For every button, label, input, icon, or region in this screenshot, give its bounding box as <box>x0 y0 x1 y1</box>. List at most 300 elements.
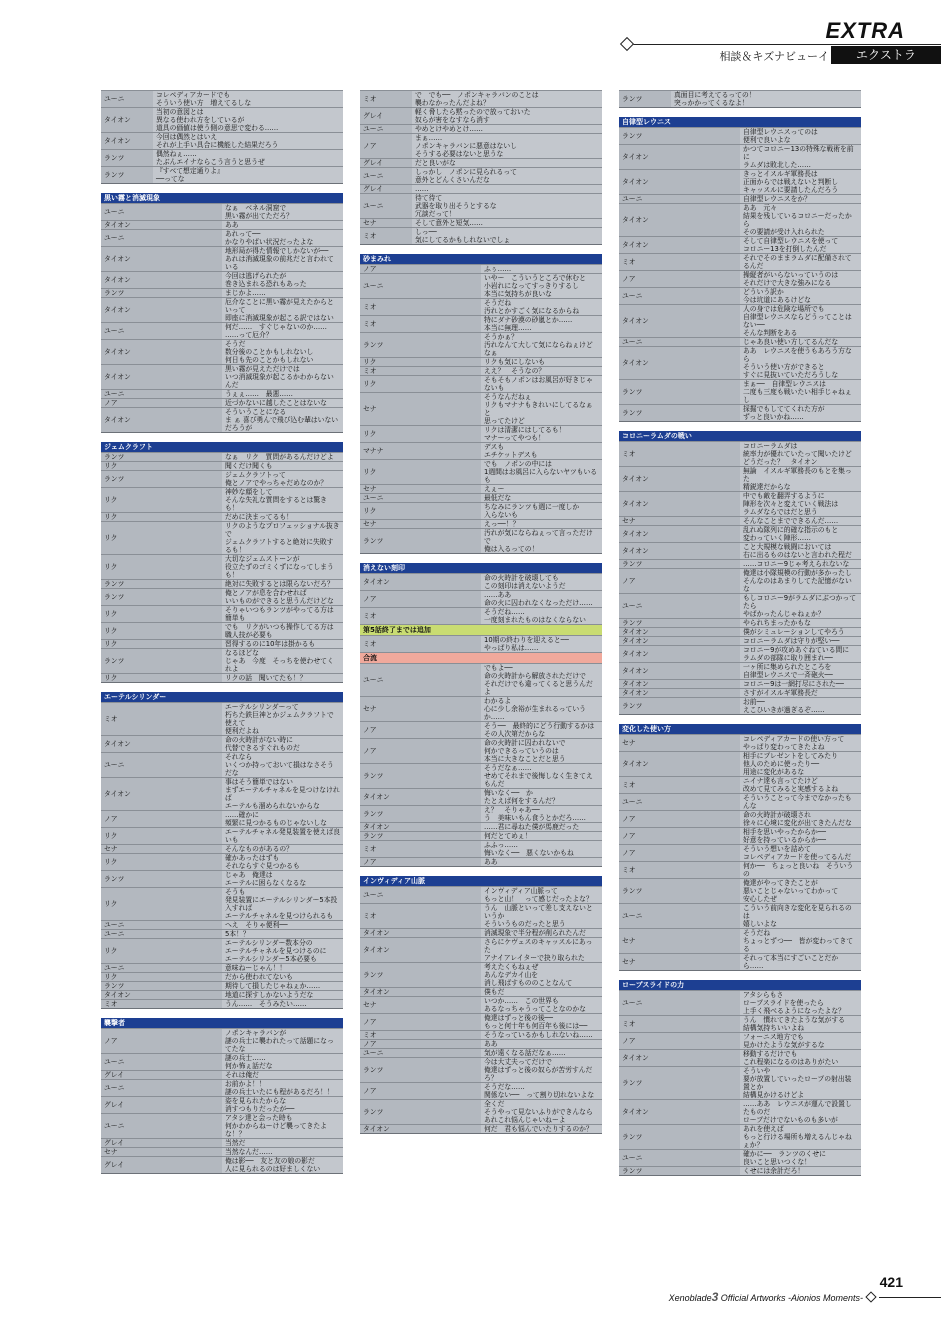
line: 何だとてめぇ！ <box>481 832 602 841</box>
line: 確かあったはずも それならすぐ見つかるも <box>222 854 343 871</box>
line: 考えたくもねぇぜ あんなデカイ山を 消し飛ばすもののことなんて <box>481 963 602 988</box>
dialogue-row <box>101 811 343 828</box>
speaker: リク <box>101 828 222 845</box>
dialogue-row <box>619 237 861 254</box>
line: わかるよ 心に少し余裕が生まれるっていうか…… <box>481 697 602 722</box>
line: ……君に尋ねた僕が馬鹿だった <box>481 823 602 832</box>
line: 当初の意図とは 異なる使われ方をしているが 道具の価値は使う側の意思で変わる…… <box>153 108 343 133</box>
speaker: ノア <box>619 569 740 594</box>
dialogue-row <box>360 1014 602 1031</box>
dialogue-table <box>101 193 343 433</box>
speaker: タイオン <box>101 408 222 433</box>
line: そんなものがあるの？ <box>222 845 343 854</box>
dialogue-row <box>619 904 861 929</box>
line: 何か── ちょっと良いね そういうの <box>740 862 861 879</box>
speaker: タイオン <box>619 526 740 543</box>
speaker: タイオン <box>619 170 740 195</box>
dialogue-row <box>360 929 602 938</box>
line: エーテルチャネル発見装置を使えば良いも <box>222 828 343 845</box>
diamond-icon <box>865 1291 876 1302</box>
line: そして自律型レウニスを使って コロニー13を打倒したんだ <box>740 237 861 254</box>
line: コロニー9は一網打尽にされた── <box>740 680 861 689</box>
dialogue-row <box>101 462 343 471</box>
dialogue-row <box>101 1114 343 1139</box>
dialogue-row <box>101 1029 343 1054</box>
speaker: ランツ <box>619 128 740 145</box>
dialogue-row <box>619 954 861 971</box>
dialogue-row <box>619 1050 861 1067</box>
book-title-pre: Xenoblade <box>668 1293 712 1303</box>
speaker: ミオ <box>360 228 412 245</box>
line: 操縦者がいらないっていうのは それだけで大きな強みになる <box>740 271 861 288</box>
speaker: ユーニ <box>101 1114 222 1139</box>
dialogue-row <box>101 390 343 399</box>
speaker: ミオ <box>619 1016 740 1033</box>
speaker: ランツ <box>101 167 153 184</box>
line: エーテルシリンダーって 朽ちた鉄巨神とかジェムクラフトで使えて 便利だよね <box>222 703 343 736</box>
speaker: タイオン <box>619 680 740 689</box>
dialogue-row <box>360 1031 602 1040</box>
line: いつか…… この世界も あるなっちゃうってことなのかな <box>481 997 602 1014</box>
line: コレペディアカードの使い方って やっぱり変わってきたよね <box>740 735 861 752</box>
line: 相手を思いやったからか── 好意を持っているからか── <box>740 828 861 845</box>
dialogue-table <box>101 692 343 1009</box>
dialogue-row <box>619 347 861 380</box>
line: え？ そりゃあ── う 美味いもん食うとかだろ…… <box>481 806 602 823</box>
dialogue-row <box>619 254 861 271</box>
line: そういう想いを詰めて コレペディアカードを使ってるんだ <box>740 845 861 862</box>
dialogue-row <box>101 133 343 150</box>
speaker: セナ <box>360 520 481 529</box>
speaker: グレイ <box>360 159 412 168</box>
dialogue-row <box>619 794 861 811</box>
speaker: セナ <box>619 735 740 752</box>
dialogue-row <box>360 764 602 789</box>
line: 今回は偶然とはいえ それが上手い具合に機能した結果だろう <box>153 133 343 150</box>
speaker: ノア <box>360 134 412 159</box>
speaker: ユーニ <box>619 904 740 929</box>
speaker: ランツ <box>101 589 222 606</box>
speaker: ランツ <box>619 879 740 904</box>
section-title-text: 襲撃者 <box>101 1018 343 1029</box>
speaker: ノア <box>360 1040 481 1049</box>
dialogue-row <box>101 1071 343 1080</box>
section-title-text: 消えない刻印 <box>360 563 602 574</box>
dialogue-row <box>360 108 602 125</box>
speaker: ランツ <box>101 150 153 167</box>
dialogue-row <box>619 526 861 543</box>
line: 厄介なことに黒い霧が見えたからといって 即座に消滅現象が起こる訳ではない <box>222 298 343 323</box>
dialogue-row <box>619 1100 861 1125</box>
speaker: ユーニ <box>360 887 481 904</box>
speaker: タイオン <box>619 663 740 680</box>
speaker: ノア <box>101 1029 222 1054</box>
section-title-text: 自律型レウニス <box>619 117 861 128</box>
speaker: ミオ <box>360 367 481 376</box>
line: だめに決まってるも！ <box>222 513 343 522</box>
dialogue-row <box>360 988 602 997</box>
line: 待て待て 武器を取り出そうとするな 冗談だって！ <box>412 194 602 219</box>
book-title <box>669 1290 863 1304</box>
dialogue-row <box>619 1150 861 1167</box>
dialogue-row <box>101 1148 343 1157</box>
line: そうだ 数分後のことかもしれないし 何日も先のことかもしれない <box>222 340 343 365</box>
speaker: ランツ <box>360 529 481 554</box>
line: ああ レウニスを使うもあろう方なら そういう使い方ができると すぐに見抜いていただろうしな <box>740 347 861 380</box>
dialogue-row <box>619 845 861 862</box>
speaker: ユーニ <box>360 194 412 219</box>
dialogue-row <box>360 185 602 194</box>
line: ……コロニー9じゃ考えられないな <box>740 560 861 569</box>
speaker: リク <box>101 888 222 921</box>
line: さらにケヴェスのキャッスルにあった アナイアレイターで抉り取られた <box>481 938 602 963</box>
line: さすがイスルギ軍務長だ <box>740 689 861 698</box>
speaker: セナ <box>101 1148 222 1157</box>
dialogue-row <box>360 739 602 764</box>
speaker: ユーニ <box>619 195 740 204</box>
speaker: ミオ <box>101 703 222 736</box>
line: そうかぁ？ 汚れなんて大して気にならねぇけどなぁ <box>481 333 602 358</box>
condition-band <box>360 653 602 664</box>
line: 10期の終わりを迎えると── やっぱり私は…… <box>481 636 602 653</box>
speaker: ミオ <box>360 608 481 625</box>
section-title-text: 変化した使い方 <box>619 724 861 735</box>
dialogue-row <box>619 689 861 698</box>
dialogue-row <box>101 513 343 522</box>
speaker: ランツ <box>360 963 481 988</box>
speaker: リク <box>101 973 222 982</box>
speaker: グレイ <box>101 1157 222 1174</box>
line: それでそのままラムダに配備されてるんだ <box>740 254 861 271</box>
speaker: セナ <box>360 393 481 426</box>
line: コロニーラムダは 統率力が優れていたって聞いたけど どうだった？ タイオン <box>740 442 861 467</box>
speaker: タイオン <box>619 145 740 170</box>
speaker: リク <box>101 606 222 623</box>
speaker: タイオン <box>101 298 222 323</box>
dialogue-row <box>101 964 343 973</box>
dialogue-row <box>360 938 602 963</box>
line: こと大規模な戦闘においては 右に出るものはないと言われた程だ <box>740 543 861 560</box>
section-title <box>101 1018 343 1029</box>
line: ジェムクラフトって 俺とノアでやっちゃだめなのか？ <box>222 471 343 488</box>
speaker: ミオ <box>360 636 481 653</box>
speaker: タイオン <box>619 237 740 254</box>
dialogue-row <box>101 555 343 580</box>
dialogue-row <box>101 1054 343 1071</box>
dialogue-row <box>101 488 343 513</box>
dialogue-row <box>101 108 343 133</box>
section-title <box>101 193 343 204</box>
line: まぁ…… ノポンキャラバンに悪意はないし そうする必要はないと思うな <box>412 134 602 159</box>
dialogue-row <box>360 664 602 697</box>
speaker: セナ <box>360 219 412 228</box>
line: やられちまったかもな <box>740 619 861 628</box>
speaker: ユーニ <box>101 91 153 108</box>
dialogue-row <box>101 150 343 167</box>
line: そうだね 汚れとかすごく気になるからね <box>481 299 602 316</box>
dialogue-row <box>619 305 861 338</box>
speaker: セナ <box>619 954 740 971</box>
line: 真面目に考えてるっての！ 突っかかってくるなよ！ <box>671 91 861 108</box>
dialogue-row <box>101 230 343 247</box>
line: 期待して損したじゃねぇか…… <box>222 982 343 991</box>
line: 地形局が得た情報でしかないが── あれは消滅現象の前兆だと言われている <box>222 247 343 272</box>
speaker: ユーニ <box>619 594 740 619</box>
line: ああ <box>481 858 602 867</box>
speaker: セナ <box>101 845 222 854</box>
line: 5本！？ <box>222 930 343 939</box>
speaker: ノア <box>360 1083 481 1100</box>
line: そうなんだねぇ リクもマナナもきれいにしてるなぁと 思ってたけど <box>481 393 602 426</box>
dialogue-row <box>360 520 602 529</box>
dialogue-row <box>619 1067 861 1100</box>
dialogue-row <box>619 569 861 594</box>
speaker: ユーニ <box>360 664 481 697</box>
dialogue-row <box>619 560 861 569</box>
speaker: リク <box>101 674 222 683</box>
dialogue-row <box>619 1167 861 1176</box>
dialogue-row <box>101 845 343 854</box>
header-rule <box>628 44 941 45</box>
speaker: ランツ <box>619 1125 740 1150</box>
speaker: セナ <box>360 485 481 494</box>
dialogue-row <box>101 247 343 272</box>
line: 俺は影── 友と友の娘の影だ 人に見られるのは好ましくない <box>222 1157 343 1174</box>
dialogue-row <box>101 828 343 845</box>
dialogue-row <box>619 405 861 422</box>
dialogue-row <box>101 453 343 462</box>
dialogue-row <box>101 272 343 289</box>
line: 当然なんだ…… <box>222 1148 343 1157</box>
speaker: ランツ <box>619 619 740 628</box>
dialogue-row <box>360 426 602 443</box>
line: なぁ リク 質問があるんだけどよ <box>222 453 343 462</box>
speaker: ノア <box>360 858 481 867</box>
line: 神妙な顔をして そんな失礼な質問をするとは驚きも！ <box>222 488 343 513</box>
dialogue-row <box>101 1097 343 1114</box>
section-title-text: ロープスライドの力 <box>619 980 861 991</box>
line: それって本当にすごいことだから…… <box>740 954 861 971</box>
line: 近づかないに越したことはないな <box>222 399 343 408</box>
line: へえ そりゃ便利── <box>222 921 343 930</box>
dialogue-row <box>619 442 861 467</box>
speaker: タイオン <box>360 988 481 997</box>
line: ああ <box>481 1040 602 1049</box>
dialogue-row <box>360 494 602 503</box>
dialogue-row <box>619 862 861 879</box>
line: ……ああ レウニスが運んで設置したものだ ロープだけでないものも多いが <box>740 1100 861 1125</box>
dialogue-row <box>360 841 602 858</box>
dialogue-row <box>101 623 343 640</box>
line: でも リクがいつも操作してる方は 職人技が必要も <box>222 623 343 640</box>
speaker: グレイ <box>101 1139 222 1148</box>
dialogue-row <box>360 1049 602 1058</box>
line: リクも気にしないも <box>481 358 602 367</box>
speaker: リク <box>101 513 222 522</box>
line: あれを使えば もっと行ける場所も増えるんじゃねぇか？ <box>740 1125 861 1150</box>
speaker: ランツ <box>619 91 671 108</box>
dialogue-row <box>101 854 343 871</box>
speaker: ミオ <box>619 862 740 879</box>
dialogue-row <box>101 973 343 982</box>
line: 地道に探すしかないようだな <box>222 991 343 1000</box>
speaker: タイオン <box>619 752 740 777</box>
section-title-text: インヴィディア山脈 <box>360 876 602 887</box>
speaker: タイオン <box>619 637 740 646</box>
speaker: ユーニ <box>101 964 222 973</box>
section-title-text: 砂まみれ <box>360 254 602 265</box>
dialogue-row <box>619 467 861 492</box>
speaker: ノア <box>619 845 740 862</box>
speaker: ユーニ <box>619 288 740 305</box>
line: こういう前向きな変化を見られるのは 嬉しいよな <box>740 904 861 929</box>
speaker: ノア <box>101 399 222 408</box>
dialogue-row <box>619 170 861 195</box>
dialogue-row <box>101 921 343 930</box>
dialogue-row <box>360 574 602 591</box>
dialogue-row <box>101 1157 343 1174</box>
speaker: ランツ <box>619 560 740 569</box>
dialogue-row <box>101 522 343 555</box>
line: 中でも敵を翻弄するように 陣形を次々と変えていく戦法は ラムダならではだと思う <box>740 492 861 517</box>
speaker: ユーニ <box>101 921 222 930</box>
line: ふぅ…… <box>481 265 602 274</box>
line: そうだな…… 関係ない── って割り切れないよな <box>481 1083 602 1100</box>
dialogue-row <box>619 879 861 904</box>
line: しっ── 気にしてるかもしれないでしょ <box>412 228 602 245</box>
speaker: ユーニ <box>101 204 222 221</box>
dialogue-row <box>101 606 343 623</box>
dialogue-table <box>619 980 861 1176</box>
dialogue-row <box>360 1083 602 1100</box>
line: 今は大丈夫ってだけで 俺達はずっと後の奴らが苦労すんだろ？ <box>481 1058 602 1083</box>
section-title-text: ジェムクラフト <box>101 442 343 453</box>
line: ノポンキャラバンが 謎の兵士に襲われたって話題になってたな <box>222 1029 343 1054</box>
speaker: ランツ <box>360 1058 481 1083</box>
dialogue-row <box>101 91 343 108</box>
line: でもよ── 命の火時計から解放されただけで それだけでも違ってくると思うんだよ <box>481 664 602 697</box>
speaker: タイオン <box>360 823 481 832</box>
speaker: タイオン <box>360 574 481 591</box>
line: お前かよ！！ 謎の兵士いたにも程があるだろ！！ <box>222 1080 343 1097</box>
dialogue-row <box>619 628 861 637</box>
line: 僕もだ <box>481 988 602 997</box>
line: そんなことまでできるんだ…… <box>740 517 861 526</box>
line: うん…… そうみたい…… <box>222 1000 343 1009</box>
line: 命の火時計がない時に 代替できるすぐれものだ <box>222 736 343 753</box>
speaker: ランツ <box>360 1100 481 1125</box>
dialogue-row <box>101 221 343 230</box>
line: 俺達は小隊規模の行動が多かったし そんなのはあまりしてた記憶がないな <box>740 569 861 594</box>
dialogue-row <box>101 340 343 365</box>
dialogue-row <box>360 832 602 841</box>
dialogue-row <box>360 1100 602 1125</box>
speaker: ランツ <box>101 871 222 888</box>
dialogue-row <box>619 338 861 347</box>
line: しっかし ノポンに見られるって 意外とどんくさいんだな <box>412 168 602 185</box>
dialogue-table <box>360 563 602 867</box>
dialogue-row <box>619 91 861 108</box>
dialogue-row <box>619 288 861 305</box>
speaker: リク <box>101 488 222 513</box>
line: きっとイスルギ軍務長は 正面からでは戦えないと判断し キャッスルに要請したんだろう <box>740 170 861 195</box>
line: 気が遠くなる話だなぁ…… <box>481 1049 602 1058</box>
line: 採掘でもしててくれた方が ずっと良いかね…… <box>740 405 861 422</box>
column-2 <box>360 90 602 1143</box>
dialogue-row <box>619 680 861 689</box>
dialogue-row <box>619 663 861 680</box>
dialogue-table <box>619 90 861 108</box>
dialogue-row <box>360 789 602 806</box>
section-title <box>360 563 602 574</box>
line: いやー こういうところで休むと 小岩れになってすっきりするし 本当に気持ちが良いな <box>481 274 602 299</box>
section-title <box>619 431 861 442</box>
speaker: タイオン <box>360 929 481 938</box>
speaker: ノア <box>101 811 222 828</box>
line: 人の身では危険な場所でも 自律型レウニスならどうってことはない── そんな判断をある <box>740 305 861 338</box>
line: 習得するのに10年は掛かるも <box>222 640 343 649</box>
dialogue-row <box>101 649 343 674</box>
speaker: ユーニ <box>360 274 481 299</box>
line: 今回は逃げられたが 巻き込まれる恐れもあった <box>222 272 343 289</box>
line: 命の火時計が破壊され 徐々に心境に変化が出てきたんだな <box>740 811 861 828</box>
speaker: ユーニ <box>360 125 412 134</box>
line: 俺とノアが息を合わせれば いいものができると思うんだけどな <box>222 589 343 606</box>
line: うぇぇ…… 最悪…… <box>222 390 343 399</box>
speaker: ランツ <box>101 471 222 488</box>
line: 聞くだけ聞くも <box>222 462 343 471</box>
speaker: リク <box>360 358 481 367</box>
dialogue-row <box>101 736 343 753</box>
dialogue-row <box>619 698 861 715</box>
dialogue-row <box>619 777 861 794</box>
line: そもそもノポンはお風呂が好きじゃないも <box>481 376 602 393</box>
line: ああ <box>222 221 343 230</box>
line: そうだなぁ…… せめてそれまで後悔しなく生きてえもんだ <box>481 764 602 789</box>
speaker: ノア <box>360 265 481 274</box>
line: ええ？ そうなの？ <box>481 367 602 376</box>
dialogue-row <box>360 219 602 228</box>
dialogue-row <box>360 997 602 1014</box>
dialogue-row <box>101 1080 343 1097</box>
line: インヴィディア山脈って もっと山！ って感じだったよな？ <box>481 887 602 904</box>
line: だから使われてないも <box>222 973 343 982</box>
speaker: タイオン <box>101 247 222 272</box>
line: 無論 イスルギ軍務長のもとを集った 精鋭達だからな <box>740 467 861 492</box>
dialogue-row <box>360 806 602 823</box>
line: そうだね ちょっとずつ── 皆が変わってきてる <box>740 929 861 954</box>
dialogue-row <box>360 591 602 608</box>
line: で でも── ノポンキャラバンのことは 襲わなかったんだよね？ <box>412 91 602 108</box>
line: なぁ ベネル洞窟で 黒い霧が出てただろ？ <box>222 204 343 221</box>
line: エーテルシリンダー数本分の エーテルチャネルを見つけるのに エーテルシリンダー5本必要も <box>222 939 343 964</box>
dialogue-row <box>101 204 343 221</box>
speaker: マナナ <box>360 443 481 460</box>
speaker: ランツ <box>101 580 222 589</box>
line: でも ノポンの中には 1週間はお風呂に入らないヤツもいるも <box>481 460 602 485</box>
line: えっ──！？ <box>481 520 602 529</box>
line: そういうことって今までなかったもんな <box>740 794 861 811</box>
dialogue-row <box>360 274 602 299</box>
speaker: ミオ <box>360 841 481 858</box>
speaker: ミオ <box>360 316 481 333</box>
line: フォーニス地方でも 見かけたような気がするな <box>740 1033 861 1050</box>
dialogue-row <box>619 991 861 1016</box>
speaker: ランツ <box>360 832 481 841</box>
dialogue-row <box>619 752 861 777</box>
speaker: ノア <box>360 591 481 608</box>
speaker: グレイ <box>101 1071 222 1080</box>
